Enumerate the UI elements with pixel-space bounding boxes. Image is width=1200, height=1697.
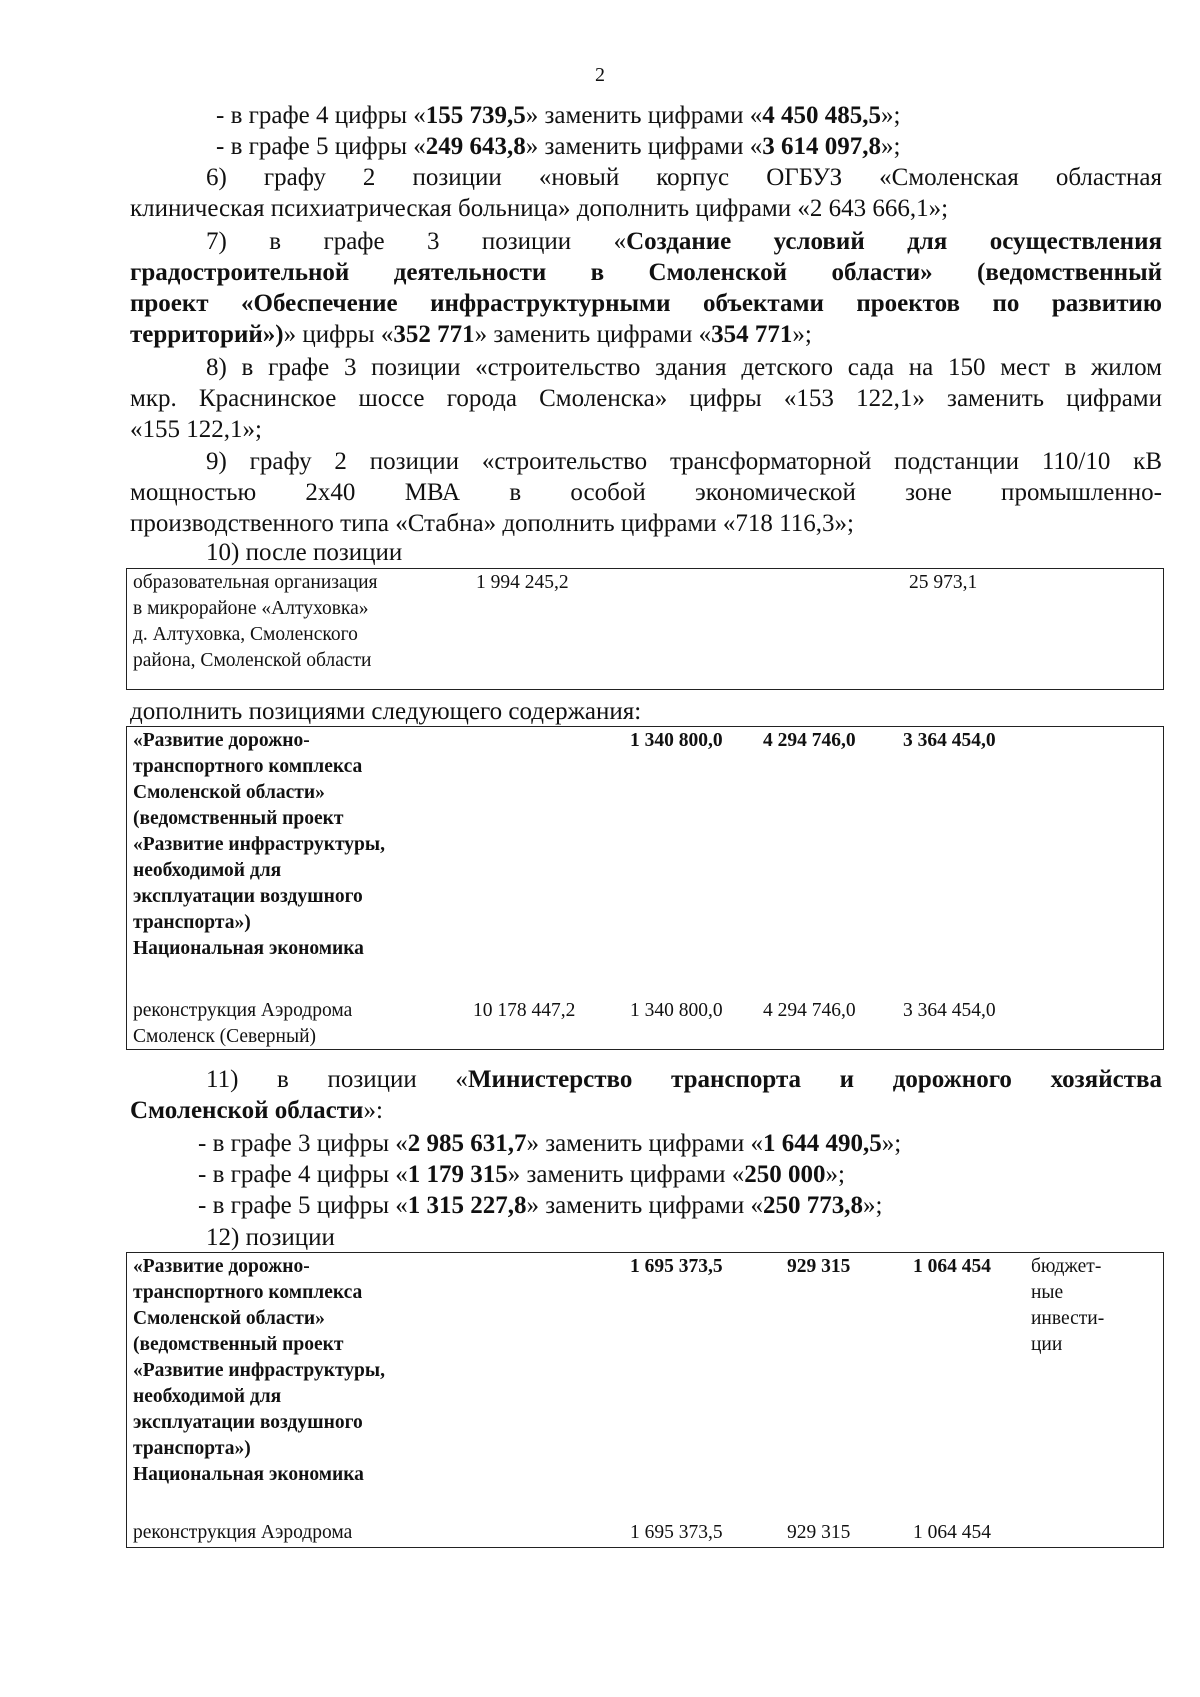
table-positions-12 (126, 1252, 1164, 1548)
name-line: «Развитие дорожно- (133, 730, 310, 751)
item-10-intro: 10) после позиции (206, 539, 403, 566)
col6-line: инвести- (1031, 1308, 1105, 1329)
name-line: в микрорайоне «Алтуховка» (133, 598, 369, 619)
name-line: «Развитие дорожно- (133, 1256, 310, 1277)
table-new-positions (126, 726, 1164, 1050)
table-row-name (133, 570, 377, 674)
name-line: транспортного комплекса (133, 1282, 363, 1303)
table-cell-col4: 4 294 746,0 (763, 730, 856, 751)
name-line: (ведомственный проект (133, 808, 344, 829)
add-positions-text: дополнить позициями следующего содержания: (130, 698, 642, 725)
table-cell-col4: 929 315 (787, 1522, 851, 1543)
name-line: района, Смоленской области (133, 650, 372, 671)
page-number: 2 (595, 64, 605, 86)
table-col2-value: 1 994 245,2 (476, 572, 569, 593)
table-row-name-reconstruction (133, 998, 352, 1050)
table-cell-col4: 929 315 (787, 1256, 851, 1277)
table-row-name-reconstruction: реконструкция Аэродрома (133, 1522, 353, 1543)
table-cell-col3: 1 340 800,0 (630, 730, 723, 751)
name-line: образовательная организация (133, 572, 378, 593)
item-7-line2: градостроительной деятельности в Смоленской области» (ведомственный (130, 259, 1162, 286)
name-line: «Развитие инфраструктуры, (133, 834, 385, 855)
col6-line: ции (1031, 1334, 1063, 1355)
name-line: реконструкция Аэродрома (133, 1000, 353, 1021)
name-line: транспортного комплекса (133, 756, 363, 777)
name-line: Национальная экономика (133, 1464, 364, 1485)
amendment-11-col5: - в графе 5 цифры «1 315 227,8» заменить цифрами «250 773,8»; (198, 1192, 883, 1219)
item-12-intro: 12) позиции (206, 1224, 335, 1251)
name-line: Смоленской области» (133, 1308, 325, 1329)
table-after-position (126, 568, 1164, 690)
name-line: эксплуатации воздушного (133, 1412, 363, 1433)
table-cell-col4: 4 294 746,0 (763, 1000, 856, 1021)
name-line: необходимой для (133, 860, 282, 881)
col6-line: ные (1031, 1282, 1064, 1303)
item-9-line2: мощностью 2х40 МВА в особой экономической зоне промышленно- (130, 479, 1162, 506)
item-11-line2: Смоленской области»: (130, 1097, 383, 1124)
name-line: транспорта») (133, 912, 251, 933)
table-cell-col6 (1031, 1254, 1104, 1358)
name-line: (ведомственный проект (133, 1334, 344, 1355)
table-col5-value: 25 973,1 (909, 572, 978, 593)
table-cell-col3: 1 340 800,0 (630, 1000, 723, 1021)
table-cell-col3: 1 695 373,5 (630, 1256, 723, 1277)
item-6-line2: клиническая психиатрическая больница» дополнить цифрами «2 643 666,1»; (130, 195, 949, 222)
amendment-11-col4: - в графе 4 цифры «1 179 315» заменить цифрами «250 000»; (198, 1161, 845, 1188)
item-8-line2: мкр. Краснинское шоссе города Смоленска» цифры «153 122,1» заменить цифрами (130, 385, 1162, 412)
item-7-line1: 7) в графе 3 позиции «Создание условий для осуществления (206, 228, 1163, 255)
item-8-line1: 8) в графе 3 позиции «строительство здания детского сада на 150 мест в жилом (206, 354, 1162, 381)
table-row-name (133, 1254, 385, 1488)
table-cell-col5: 1 064 454 (913, 1256, 991, 1277)
item-6-line1: 6) графу 2 позиции «новый корпус ОГБУЗ «Смоленская областная (206, 164, 1162, 191)
name-line: д. Алтуховка, Смоленского (133, 624, 358, 645)
amendment-11-col3: - в графе 3 цифры «2 985 631,7» заменить цифрами «1 644 490,5»; (198, 1130, 902, 1157)
amendment-col4: - в графе 4 цифры «155 739,5» заменить цифрами «4 450 485,5»; (216, 102, 901, 129)
name-line: Смоленск (Северный) (133, 1026, 317, 1047)
name-line: необходимой для (133, 1386, 282, 1407)
col6-line: бюджет- (1031, 1256, 1102, 1277)
name-line: Национальная экономика (133, 938, 364, 959)
table-cell-col2: 10 178 447,2 (473, 1000, 576, 1021)
amendment-col5: - в графе 5 цифры «249 643,8» заменить цифрами «3 614 097,8»; (216, 133, 901, 160)
name-line: Смоленской области» (133, 782, 325, 803)
item-9-line1: 9) графу 2 позиции «строительство трансформаторной подстанции 110/10 кВ (206, 448, 1162, 475)
name-line: транспорта») (133, 1438, 251, 1459)
item-11-line1: 11) в позиции «Министерство транспорта и дорожного хозяйства (206, 1066, 1162, 1093)
item-9-line3: производственного типа «Стабна» дополнить цифрами «718 116,3»; (130, 510, 854, 537)
table-cell-col3: 1 695 373,5 (630, 1522, 723, 1543)
item-7-line4: территорий»)» цифры «352 771» заменить цифрами «354 771»; (130, 321, 812, 348)
table-row-name (133, 728, 385, 962)
table-cell-col5: 3 364 454,0 (903, 730, 996, 751)
table-cell-col5: 1 064 454 (913, 1522, 991, 1543)
name-line: эксплуатации воздушного (133, 886, 363, 907)
item-7-line3: проект «Обеспечение инфраструктурными объектами проектов по развитию (130, 290, 1162, 317)
table-cell-col5: 3 364 454,0 (903, 1000, 996, 1021)
name-line: «Развитие инфраструктуры, (133, 1360, 385, 1381)
item-8-line3: «155 122,1»; (130, 416, 262, 443)
